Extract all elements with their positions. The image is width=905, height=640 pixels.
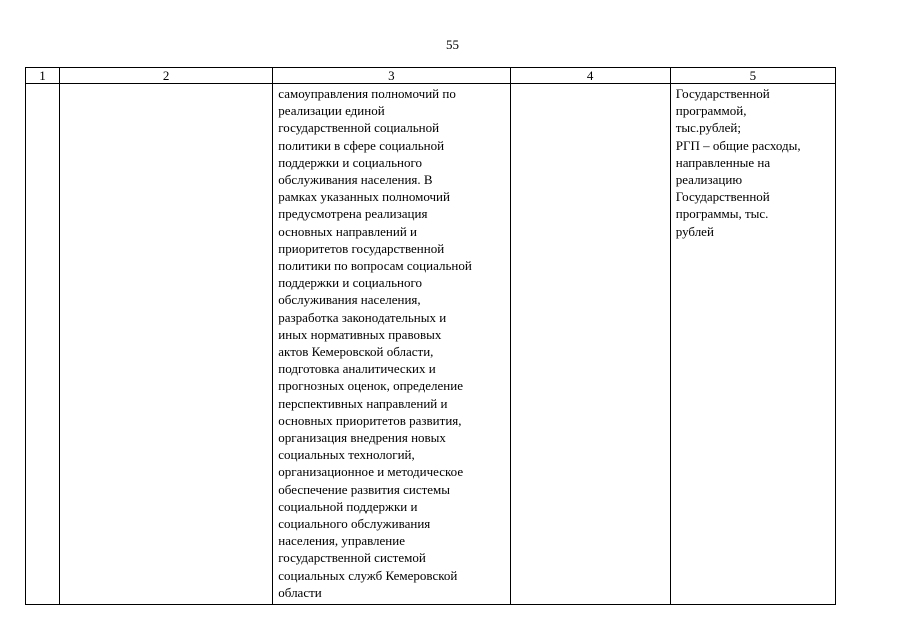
col-5-line: реализацию <box>675 172 743 188</box>
table-row <box>26 84 836 605</box>
cell-col-3 <box>273 84 510 605</box>
document-table <box>25 67 836 605</box>
cell-col-1 <box>26 84 60 605</box>
col-5-line: программой, <box>675 103 747 119</box>
col-3-line: основных приоритетов развития, <box>278 412 462 428</box>
col-5-line: РГП – общие расходы, <box>675 137 801 153</box>
col-3-line: поддержки и социального <box>278 275 423 291</box>
col-3-line: разработка законодательных и <box>278 309 447 325</box>
col-5-line: программы, тыс. <box>675 206 769 222</box>
col-3-text <box>273 84 509 601</box>
col-3-line: предусмотрена реализация <box>278 206 428 222</box>
col-3-line: перспективных направлений и <box>278 395 448 411</box>
cell-col-2 <box>60 84 273 605</box>
col-3-line: политики в сфере социальной <box>278 137 445 153</box>
column-header-2: 2 <box>60 68 273 84</box>
col-3-line: обслуживания населения. В <box>278 172 433 188</box>
column-header-1: 1 <box>26 68 60 84</box>
col-3-line: реализации единой <box>278 103 385 119</box>
col-5-line: рублей <box>675 223 714 239</box>
table-header-row <box>26 68 836 84</box>
col-3-line: области <box>278 584 322 600</box>
col-5-line: тыс.рублей; <box>675 120 741 136</box>
col-3-line: рамках указанных полномочий <box>278 189 450 205</box>
column-header-4: 4 <box>510 68 670 84</box>
col-5-line: Государственной <box>675 189 770 205</box>
col-3-line: прогнозных оценок, определение <box>278 378 463 394</box>
col-3-line: организационное и методическое <box>278 464 464 480</box>
col-3-line: основных направлений и <box>278 223 417 239</box>
col-3-line: обеспечение развития системы <box>278 481 451 497</box>
col-3-line: самоуправления полномочий по <box>278 86 456 101</box>
col-5-line: Государственной <box>675 86 770 101</box>
col-3-line: приоритетов государственной <box>278 240 445 256</box>
col-3-line: социальной поддержки и <box>278 498 418 514</box>
col-5-line: направленные на <box>675 154 771 170</box>
col-3-line: социального обслуживания <box>278 516 431 532</box>
col-3-line: поддержки и социального <box>278 154 423 170</box>
col-3-line: актов Кемеровской области, <box>278 344 434 360</box>
col-3-line: государственной социальной <box>278 120 440 136</box>
cell-col-5 <box>670 84 835 605</box>
col-3-line: государственной системой <box>278 550 426 566</box>
cell-col-4 <box>510 84 670 605</box>
page-number: 55 <box>446 37 459 52</box>
col-3-line: населения, управление <box>278 533 405 549</box>
col-3-line: социальных служб Кемеровской <box>278 567 458 583</box>
col-3-line: обслуживания населения, <box>278 292 421 308</box>
col-3-line: подготовка аналитических и <box>278 361 436 377</box>
column-header-3: 3 <box>273 68 510 84</box>
col-3-line: социальных технологий, <box>278 447 415 463</box>
col-3-line: организация внедрения новых <box>278 430 446 446</box>
col-5-text <box>671 84 835 240</box>
column-header-5: 5 <box>670 68 835 84</box>
col-3-line: политики по вопросам социальной <box>278 258 472 274</box>
col-3-line: иных нормативных правовых <box>278 326 442 342</box>
